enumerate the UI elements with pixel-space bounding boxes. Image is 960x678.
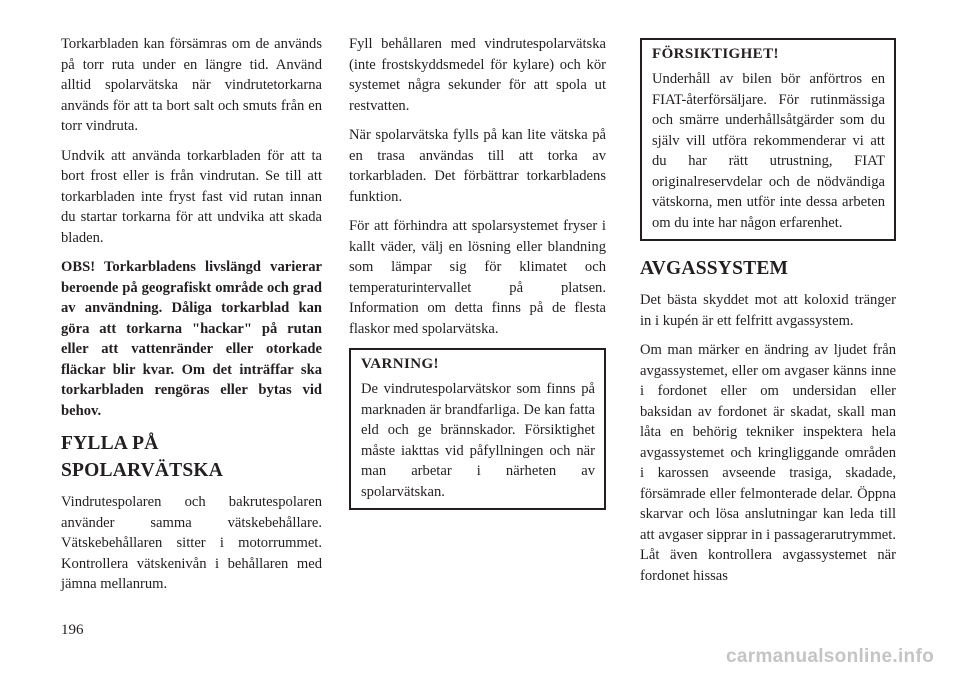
- wiper-note-paragraph: OBS! Torkarbladens livslängd varierar beroende på geografiskt område och grad av användning. Dåliga torkarblad kan göra att torkarna "hackar" på rutan eller att vattenränder eller otorkade fläckar blir kvar. Om det inträffar ska torkarbladen rengöras eller bytas vid behov.: [61, 259, 322, 419]
- page-number: 196: [61, 622, 84, 638]
- caution-title: FÖRSIKTIGHET!: [652, 46, 779, 62]
- frost-paragraph: Undvik att använda torkarbladen för att ta bort frost eller is från vindrutan. Se till att torkarbladen inte fryst fast vid rutan innan du startar torkarna för att undvika att skada bladen.: [61, 147, 322, 246]
- fill-reservoir-paragraph: Fyll behållaren med vindrutespolarvätska (inte frostskyddsmedel för kylare) och kör systemet några sekunder för att spola ut restvatten.: [349, 36, 606, 114]
- exhaust-inspection-paragraph: Om man märker en ändring av ljudet från avgassystemet, eller om avgaser känns inne i fordonet eller om undersidan eller baksidan av fordonet är skadat, skall man låta en behörig tekniker inspektera hela avgassystemet och kringliggande områden i karossen avseende trasiga, skadade, försämrade eller felmonterade delar. Öppna skarvar och lösa anslutningar kan leda till att avgaser sipprar in i passagerarutrymmet. Låt även kontrollera avgassystemet när fordonet hissas: [640, 342, 896, 584]
- middle-column: [349, 34, 606, 510]
- warning-text: De vindrutespolarvätskor som finns på marknaden är brandfarliga. De kan fatta eld och ge brännskador. Försiktighet måste iakttas vid påfyllningen och när man arbetar i närheten av spolarvätskan.: [361, 381, 595, 500]
- washer-fluid-heading: FYLLA PÅ SPOLARVÄTSKA: [61, 433, 224, 481]
- watermark: carmanualsonline.info: [726, 646, 934, 667]
- wiper-wear-paragraph: Torkarbladen kan försämras om de används på torr ruta under en längre tid. Använd alltid spolarvätska när vindrutetorkarna används för att ta bort salt och smuts från en torr vindruta.: [61, 36, 322, 134]
- right-column: [640, 34, 896, 595]
- left-column: [61, 34, 322, 604]
- reservoir-paragraph: Vindrutespolaren och bakrutespolaren använder samma vätskebehållare. Vätskebehållaren sitter i motorrummet. Kontrollera vätskenivån i behållaren med jämna mellanrum.: [61, 494, 322, 592]
- caution-box: [640, 38, 896, 241]
- caution-text: Underhåll av bilen bör anförtros en FIAT-återförsäljare. För rutinmässiga och smärre underhållsåtgärder som du själv vill utföra rekommenderar vi att du har rätt utrustning, FIAT originalreservdelar och de nödvändiga vätskorna, men utför inte dessa arbeten om du inte har någon erfarenhet.: [652, 71, 885, 231]
- exhaust-intro-paragraph: Det bästa skyddet mot att koloxid tränger in i kupén är ett felfritt avgassystem.: [640, 292, 896, 329]
- warning-title: VARNING!: [361, 356, 439, 372]
- warning-box: [349, 348, 606, 510]
- wipe-blades-paragraph: När spolarvätska fylls på kan lite vätska på en trasa användas till att torka av torkarbladen. Det förbättrar torkarbladens funktion.: [349, 127, 606, 205]
- exhaust-system-heading: AVGASSYSTEM: [640, 258, 789, 279]
- freeze-paragraph: För att förhindra att spolarsystemet fryser i kallt väder, välj en lösning eller blandning som lämpar sig för klimatet och temperaturintervallet på platsen. Information om detta finns på de flesta flaskor med spolarvätska.: [349, 218, 606, 337]
